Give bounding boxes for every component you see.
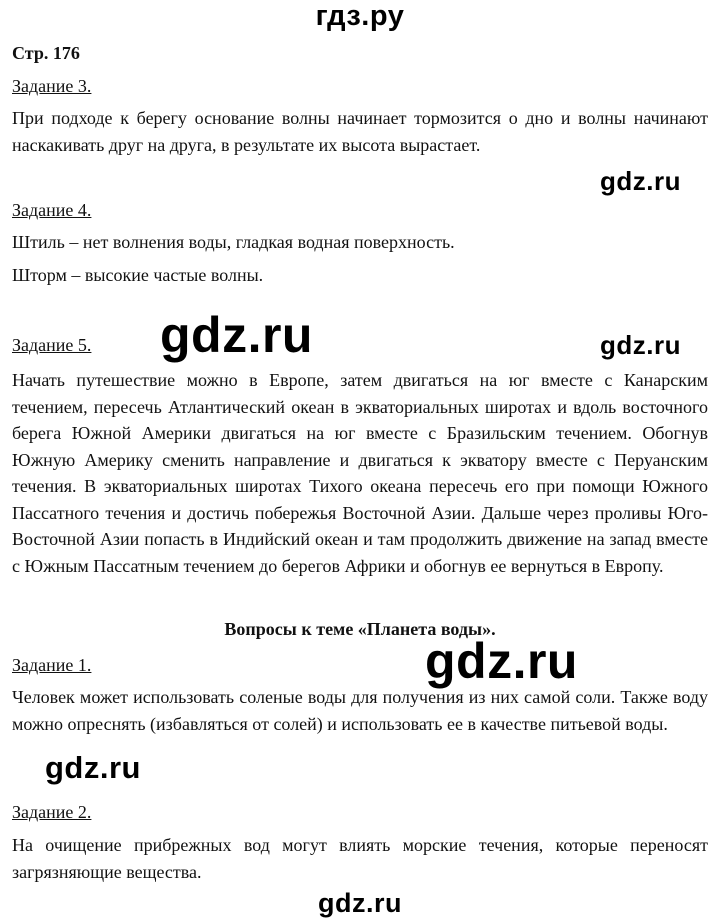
task-4-text-1: Штиль – нет волнения воды, гладкая водная поверхность. — [12, 232, 455, 252]
section-task-1-title: Задание 1. — [12, 655, 92, 675]
task-5-title: Задание 5. — [12, 335, 92, 355]
task-5-text: Начать путешествие можно в Европе, затем двигаться на юг вместе с Канарским течением, пересечь Атлантический океан в экваториальных широтах и вдоль восточного берега Южной Америки двигаться на юг вместе с Бразильским течением. Обогнув Южную Америку сменить направление и двигаться к экватору вместе с Перуанским течения. В экваториальных широтах Тихого океана пересечь его при помощи Южного Пассатного течения и достичь побережья Восточной Азии. Дальше через проливы Юго-Восточной Азии попасть в Индийский океан и там продолжить движение на запад вместе с Южным Пассатным течением до берегов Африки и обогнув ее вернуться в Европу. — [12, 370, 708, 576]
task-4-text-2: Шторм – высокие частые волны. — [12, 265, 264, 285]
watermark: gdz.ru — [425, 633, 578, 689]
watermark: gdz.ru — [45, 750, 141, 785]
watermark: gdz.ru — [600, 330, 681, 360]
task-3-text: При подходе к берегу основание волны начинает тормозится о дно и волны начинают наскакивать друг на друга, в результате их высота вырастает. — [12, 108, 708, 155]
section-heading: Вопросы к теме «Планета воды». — [224, 619, 496, 639]
section-task-2-text: На очищение прибрежных вод могут влиять морские течения, которые переносят загрязняющие вещества. — [12, 835, 708, 882]
footer-watermark: gdz.ru — [318, 888, 402, 918]
task-3-title: Задание 3. — [12, 76, 92, 96]
watermark: gdz.ru — [160, 307, 313, 363]
section-task-2-title: Задание 2. — [12, 802, 92, 822]
watermark: gdz.ru — [600, 166, 681, 196]
section-task-1-text: Человек может использовать соленые воды для получения из них самой соли. Также воду можно опреснять (избавляться от солей) и использовать ее в качестве питьевой воды. — [12, 687, 708, 734]
site-title: гдз.ру — [315, 0, 405, 32]
task-4-title: Задание 4. — [12, 200, 92, 220]
page-label: Стр. 176 — [12, 43, 80, 63]
